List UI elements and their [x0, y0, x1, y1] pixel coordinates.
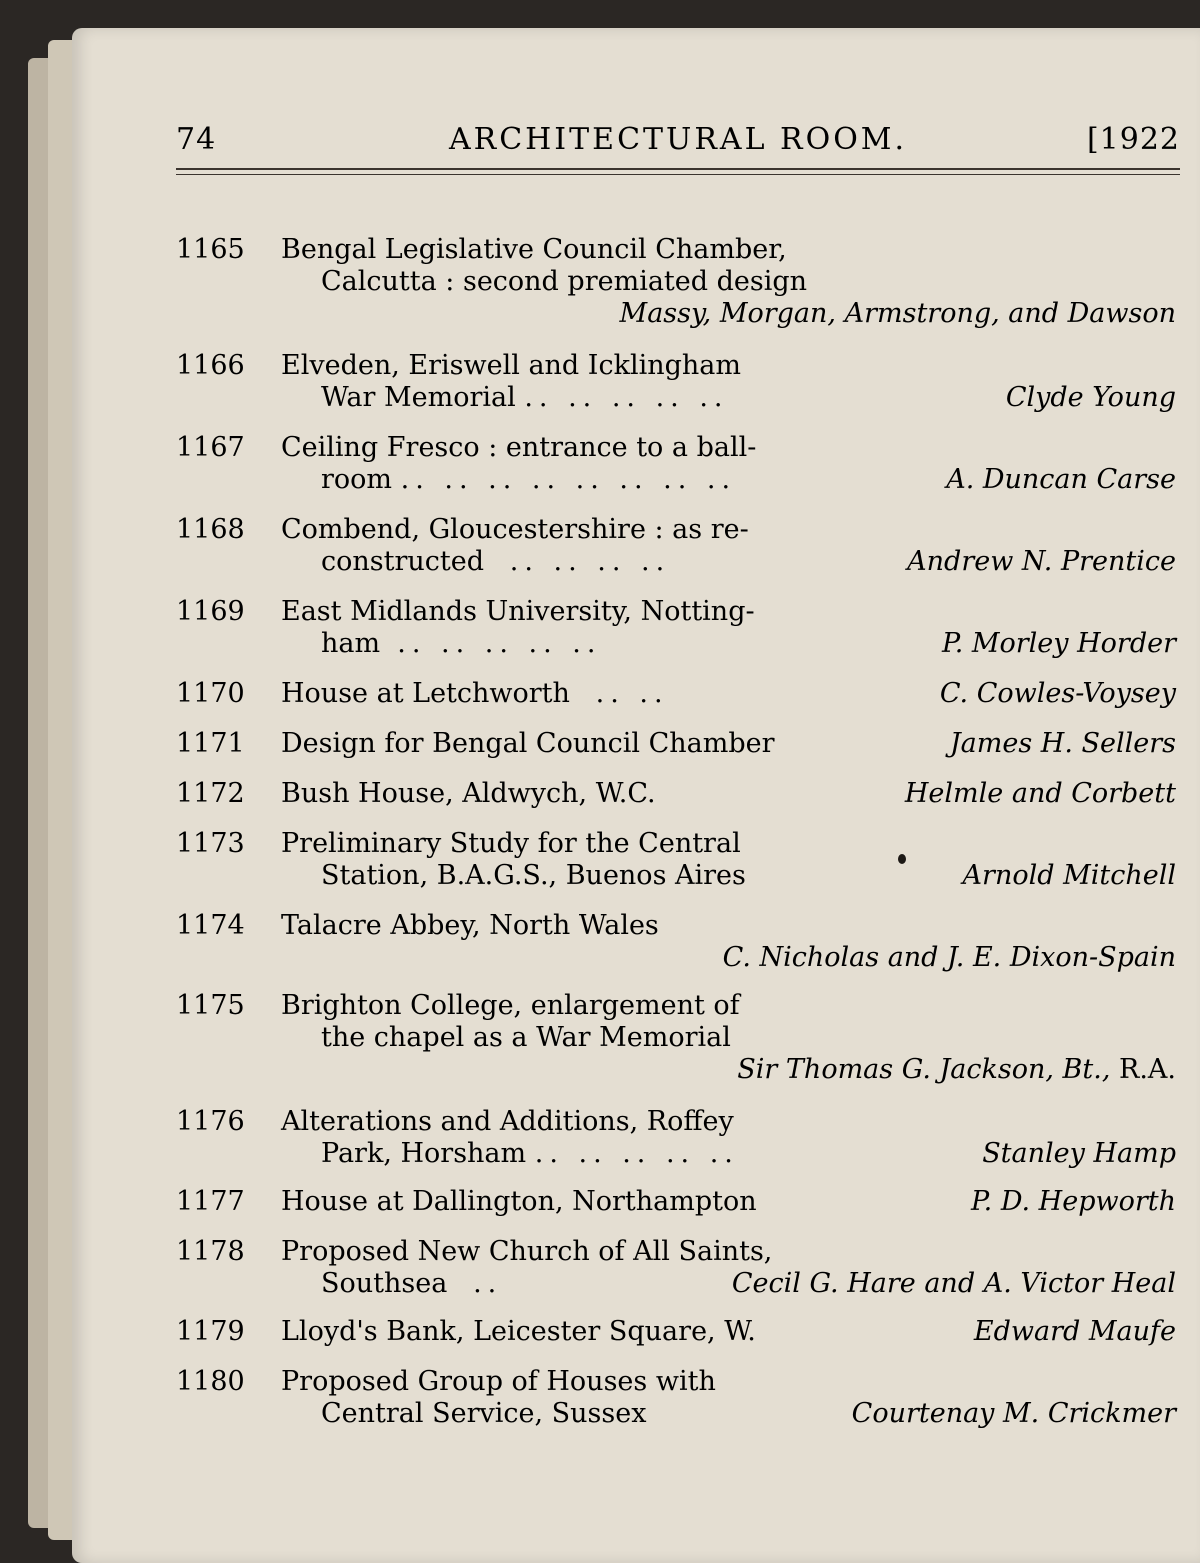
entry-title-continued: War Memorial .. .. .. .. .. — [321, 382, 729, 413]
entry-title: Bush House, Aldwych, W.C. — [281, 778, 656, 809]
entry-author: Arnold Mitchell — [962, 860, 1176, 891]
entry-title: East Midlands University, Notting- — [281, 596, 755, 627]
running-head — [176, 122, 1180, 168]
leader-dots: .. .. .. .. .. — [397, 628, 602, 659]
entry-author: C. Cowles-Voysey — [939, 678, 1176, 709]
entry-author: C. Nicholas and J. E. Dixon-Spain — [722, 942, 1176, 973]
entry-title: Alterations and Additions, Roffey — [281, 1106, 734, 1137]
entry-author: A. Duncan Carse — [946, 464, 1176, 495]
entry-title: Talacre Abbey, North Wales — [281, 910, 659, 941]
entry-number: 1179 — [176, 1316, 245, 1347]
section-title: ARCHITECTURAL ROOM. — [448, 122, 908, 157]
entry-author: Cecil G. Hare and A. Victor Heal — [731, 1268, 1176, 1299]
entry-author: Andrew N. Prentice — [907, 546, 1176, 577]
page-number: 74 — [176, 122, 217, 157]
entry-number: 1165 — [176, 234, 245, 265]
year-marker: [1922 — [1086, 122, 1180, 157]
entry-number: 1173 — [176, 828, 245, 859]
entry-title: Proposed Group of Houses with — [281, 1366, 716, 1397]
entry-number: 1180 — [176, 1366, 245, 1397]
entry-author: P. Morley Horder — [942, 628, 1176, 659]
entry-title: Preliminary Study for the Central — [281, 828, 741, 859]
entry-title: Elveden, Eriswell and Icklingham — [281, 350, 741, 381]
entry-number: 1166 — [176, 350, 245, 381]
entry-title: House at Dallington, Northampton — [281, 1186, 757, 1217]
entry-number: 1178 — [176, 1236, 245, 1267]
entry-title: House at Letchworth .. .. — [281, 678, 669, 709]
entry-number: 1171 — [176, 728, 245, 759]
leader-dots: .. .. .. .. .. — [534, 1138, 739, 1169]
entry-title-continued: Park, Horsham .. .. .. .. .. — [321, 1138, 739, 1169]
entry-author: Stanley Hamp — [982, 1138, 1176, 1169]
entry-author: Courtenay M. Crickmer — [851, 1398, 1176, 1429]
entry-title-continued: Southsea .. — [321, 1268, 503, 1299]
leader-dots: .. .. .. .. .. — [524, 382, 729, 413]
entry-title: Ceiling Fresco : entrance to a ball- — [281, 432, 757, 463]
entry-author: Massy, Morgan, Armstrong, and Dawson — [619, 298, 1176, 329]
entry-number: 1172 — [176, 778, 245, 809]
entry-title-continued: ham .. .. .. .. .. — [321, 628, 602, 659]
entry-title-continued: constructed .. .. .. .. — [321, 546, 671, 577]
entry-author: James H. Sellers — [949, 728, 1176, 759]
entry-title-continued: Calcutta : second premiated design — [321, 266, 808, 297]
entry-title: Bengal Legislative Council Chamber, — [281, 234, 787, 265]
entry-author: Clyde Young — [1005, 382, 1176, 413]
entry-title-continued: room .. .. .. .. .. .. .. .. — [321, 464, 737, 495]
ink-speck — [898, 854, 906, 864]
entry-title: Proposed New Church of All Saints, — [281, 1236, 773, 1267]
entry-title: Brighton College, enlargement of — [281, 990, 740, 1021]
entry-number: 1168 — [176, 514, 245, 545]
entry-author: Edward Maufe — [973, 1316, 1176, 1347]
leader-dots: .. .. .. .. .. .. .. .. — [400, 464, 737, 495]
leader-dots: .. .. — [595, 678, 669, 709]
entry-number: 1174 — [176, 910, 245, 941]
leader-dots: .. — [473, 1268, 503, 1299]
entry-number: 1176 — [176, 1106, 245, 1137]
entry-author: Helmle and Corbett — [904, 778, 1176, 809]
leader-dots: .. .. .. .. — [509, 546, 671, 577]
author-suffix: R.A. — [1119, 1054, 1176, 1085]
entry-title: Design for Bengal Council Chamber — [281, 728, 775, 759]
entry-title-continued: Station, B.A.G.S., Buenos Aires — [321, 860, 746, 891]
entry-title: Lloyd's Bank, Leicester Square, W. — [281, 1316, 756, 1347]
entry-author: P. D. Hepworth — [970, 1186, 1176, 1217]
entry-number: 1169 — [176, 596, 245, 627]
header-rule — [176, 168, 1180, 175]
entry-number: 1175 — [176, 990, 245, 1021]
entry-title-continued: Central Service, Sussex — [321, 1398, 647, 1429]
entry-title: Combend, Gloucestershire : as re- — [281, 514, 749, 545]
entry-number: 1167 — [176, 432, 245, 463]
entry-author: Sir Thomas G. Jackson, Bt., R.A. — [737, 1054, 1176, 1085]
entry-number: 1177 — [176, 1186, 245, 1217]
entry-title-continued: the chapel as a War Memorial — [321, 1022, 731, 1053]
entry-number: 1170 — [176, 678, 245, 709]
